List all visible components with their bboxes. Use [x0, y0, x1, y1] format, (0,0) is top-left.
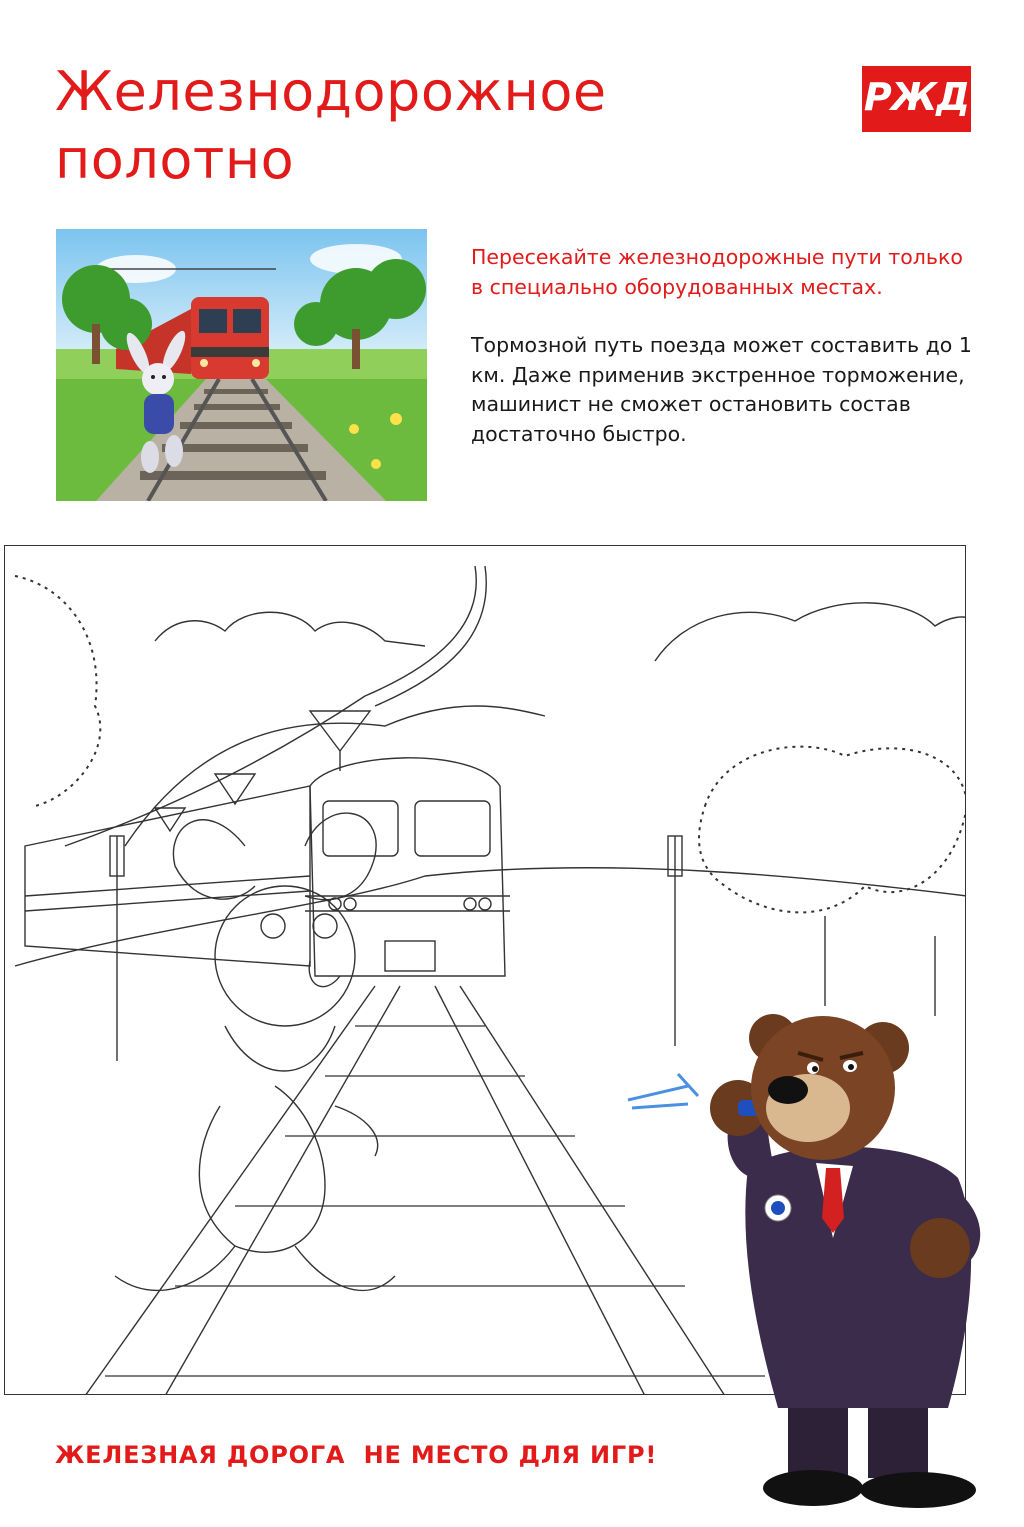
- bear-mascot: [618, 1008, 1008, 1513]
- rzd-logo-icon: [862, 66, 971, 132]
- info-text-block: [471, 243, 981, 449]
- title-line-1: Железнодорожное: [55, 60, 607, 123]
- braking-info-text: Тормозной путь поезда может составить до 1 км. Даже применив экстренное торможение, машинист не сможет остановить состав достаточно быстро.: [471, 333, 972, 446]
- warning-text: Пересекайте железнодорожные пути только в специально оборудованных местах.: [471, 245, 963, 299]
- title-line-2: полотно: [55, 128, 295, 191]
- logo-text: РЖД: [863, 75, 970, 119]
- slogan: ЖЕЛЕЗНАЯ ДОРОГА НЕ МЕСТО ДЛЯ ИГР!: [55, 1441, 658, 1469]
- train-crossing-illustration: [56, 229, 427, 501]
- page-title: [55, 58, 607, 194]
